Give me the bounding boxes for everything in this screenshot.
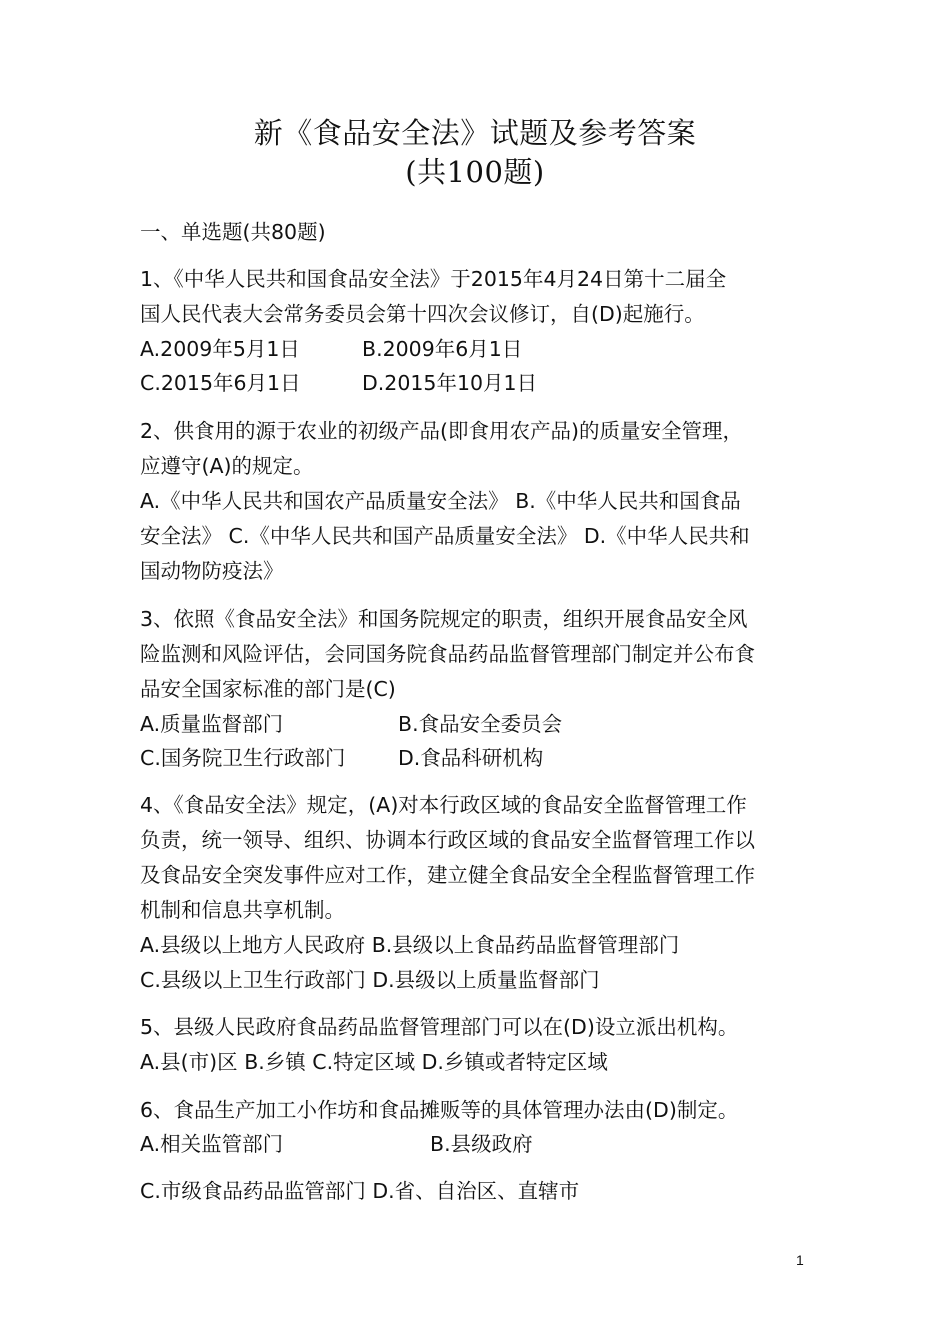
question-6-option-b: B.县级政府	[430, 1132, 533, 1156]
question-4-line-6: C.县级以上卫生行政部门 D.县级以上质量监督部门	[140, 968, 600, 992]
question-3-option-d: D.食品科研机构	[398, 746, 544, 770]
question-1-option-a: A.2009年5月1日	[140, 337, 300, 361]
question-4-line-5: A.县级以上地方人民政府 B.县级以上食品药品监督管理部门	[140, 933, 680, 957]
question-2-line-2: 应遵守(A)的规定。	[140, 454, 314, 478]
document-title: 新《食品安全法》试题及参考答案	[253, 116, 697, 150]
question-4-line-3: 及食品安全突发事件应对工作，建立健全食品安全全程监督管理工作	[140, 863, 755, 887]
question-4-line-2: 负责，统一领导、组织、协调本行政区域的食品安全监督管理工作以	[140, 828, 755, 852]
question-1-option-b: B.2009年6月1日	[362, 337, 523, 361]
question-1-option-c: C.2015年6月1日	[140, 371, 301, 395]
page-number: 1	[796, 1252, 804, 1268]
question-1-line-2: 国人民代表大会常务委员会第十四次会议修订，自(D)起施行。	[140, 302, 705, 326]
question-1-option-d: D.2015年10月1日	[362, 371, 538, 395]
question-5-line-1: 5、县级人民政府食品药品监督管理部门可以在(D)设立派出机构。	[140, 1015, 739, 1039]
question-3-option-c: C.国务院卫生行政部门	[140, 746, 346, 770]
question-2-line-5: 国动物防疫法》	[140, 559, 284, 583]
question-3-line-3: 品安全国家标准的部门是(C)	[140, 677, 396, 701]
question-2-line-3: A.《中华人民共和国农产品质量安全法》 B.《中华人民共和国食品	[140, 489, 741, 513]
question-1-line-1: 1、《中华人民共和国食品安全法》于2015年4月24日第十二届全	[140, 267, 727, 291]
question-3-option-b: B.食品安全委员会	[398, 712, 563, 736]
section-heading: 一、单选题(共80题)	[140, 220, 326, 244]
question-2-line-4: 安全法》 C.《中华人民共和国产品质量安全法》 D.《中华人民共和	[140, 524, 750, 548]
question-6-option-a: A.相关监管部门	[140, 1132, 284, 1156]
document-subtitle: (共100题)	[405, 155, 545, 189]
question-6-option-c-d: C.市级食品药品监管部门 D.省、自治区、直辖市	[140, 1179, 580, 1203]
question-4-line-1: 4、《食品安全法》规定，(A)对本行政区域的食品安全监督管理工作	[140, 793, 747, 817]
question-3-line-2: 险监测和风险评估，会同国务院食品药品监督管理部门制定并公布食	[140, 642, 755, 666]
question-5-line-2: A.县(市)区 B.乡镇 C.特定区域 D.乡镇或者特定区域	[140, 1050, 608, 1074]
question-3-line-1: 3、依照《食品安全法》和国务院规定的职责，组织开展食品安全风	[140, 607, 748, 631]
question-6-line-1: 6、食品生产加工小作坊和食品摊贩等的具体管理办法由(D)制定。	[140, 1098, 739, 1122]
question-4-line-4: 机制和信息共享机制。	[140, 898, 345, 922]
question-2-line-1: 2、供食用的源于农业的初级产品(即食用农产品)的质量安全管理，	[140, 419, 744, 443]
question-3-option-a: A.质量监督部门	[140, 712, 284, 736]
